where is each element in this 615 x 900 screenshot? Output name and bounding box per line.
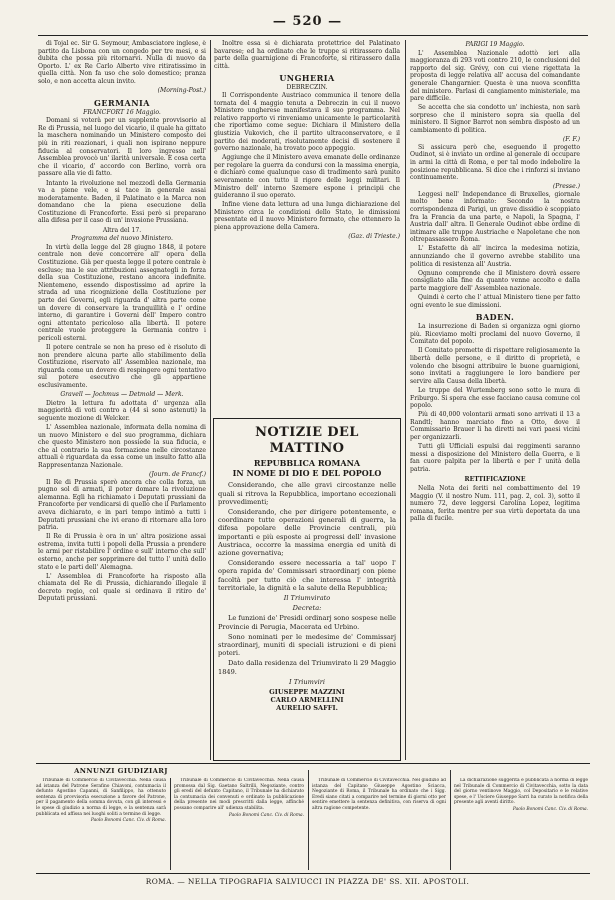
decree-text: Considerando, che alle gravi circostanze nelle quali si ritrova la Repubblica, importano eccezionali provvedimenti; [218, 481, 396, 506]
notice-text: Tribunale di Commercio di Civitavecchia. Nella causa promossa dal Sig. Gaetano Saltrilli, Negoziante, contro gli eredi del defunto Capitano, il Tribunale ha dichiarato la contumacia dei convenuti e ordinato la pubblicazione della presente nei modi prescritti dalla legge, affinché possano comparire all' udienza stabilita. [174, 778, 304, 811]
top-rule [38, 35, 588, 36]
article-text: Infine viene data lettura ad una lunga dichiarazione del Ministero circa le condizioni dello Stato, le dimissioni presentate ed il nuovo Ministero formato, che ottennero la piena approvazione della Camera. [214, 201, 400, 232]
annunzio-3 [312, 778, 446, 870]
notice-signature: Paolo Bonomi Canc. Civ. di Roma. [512, 806, 588, 812]
article-text: Se accetta che sia condotto un' inchiesta, non sarà sorpreso che il ministero sopra sia quella del ministero. Il Signor Barrot non sembra disposto ad un cambiamento di politica. [410, 104, 580, 135]
article-text: Ognuno comprende che il Ministero dovrà essere consigliato alla fine da quanto venne accolto e dalla parte maggiore dell' Assemblea nazionale. [410, 269, 580, 292]
article-source: (Gaz. di Trieste.) [348, 233, 400, 241]
signatories: Gravell — Jochmus — Detmold — Merk. [60, 391, 184, 399]
notice-text: Tribunale di Commercio di Civitavecchia. Nella causa ad istanza del Patrone Serafino Chiavoni, contumacia il defunto Agostino Capanni, di Sanfilippo, ha ottenuto sentenza di provvisoria esecuzione a favore del Patrone, per il pagamento della somma dovuta, con gli interessi e le spese di giudizio a norma di legge, e la sentenza sarà pubblicata ed affissa nei luoghi soliti a termine di legge. [36, 778, 166, 817]
page-number: — 520 — [272, 14, 343, 29]
footer-rule [36, 873, 590, 874]
article-text: Aggiunge che il Ministero aveva emanate delle ordinanze per regolare la guerra da condursi con la massima energia, e dichiarò come qualunque caso di tradimento sarà punito severamente con tutto il rigore delle leggi militari. Il Ministro dell' interno Szemere espone i principii che guideranno il suo operato. [214, 154, 400, 200]
article-text: In virtù della legge del 28 giugno 1848, il potere centrale non deve concorrere all' opera della Costituzione. Già per questa legge il potere centrale è escluso; ma le sue attribuzioni assegnategli in forza della sua Costituzione, restano ancora indefinite. Nientemeno, essendo dispostissimo ad aprire la strada ad una ricognizione della Costituzione per parte dei Governi, egli riguarda d' altra parte come un dovere di conservare la tranquillità e l' ordine interno, di garantire i Governi dell' Impero contro ogni attentato pericoloso alla libertà. Il potere centrale vuole proteggere la Germania contro i pericoli esterni. [38, 243, 206, 342]
signature-heading: I Triumviri [289, 677, 325, 686]
signature-mazzini: GIUSEPPE MAZZINI [269, 688, 345, 697]
article-text: Inoltre essa si è dichiarata protettrice del Palatinato bavarese; ed ha ordinato che le truppe si ritirassero dalla parte della guarnigione di Francoforte, si ritirassero dalla città. [214, 40, 400, 70]
article-text: Dietro la lettura fu adottata d' urgenza alla maggiorità di voti contro a (44 sì sono astenuti) la seguente mozione di Welcker. [38, 399, 206, 422]
notice-text: Tribunale di Commercio di Civitavecchia. Nel giudizio ad istanza del Capitano Giuseppe Agostino Sciacca, Negoziante di Roma, il Tribunale ha ordinato che i Sigg. Eredi siano citati a comparire nel termine di giorni otto per sentire emettere la sentenza definitiva, con riserva di ogni altra ragione competente. [312, 778, 446, 811]
article-text: Il Re di Prussia è ora in un' altra posizione assai estrema, invita tutti i popoli della Prussia a prendere le armi per ristabilire l' ordine e sull' interno che sull' esterno, anche per sopprimere del tutto l' unità dello stato e le parti dell' Alemagna. [38, 533, 206, 571]
box-subtitle: REPUBBLICA ROMANA [253, 458, 361, 468]
article-text: Nella Nota dei feriti nel combattimento del 19 Maggio (V. il nostro Num. 111, pag. 2, col. 3), sotto il numero 72, deve leggersi Carolina Lopez, legitima romana, ferita mentre per sua virtù deportata da una palla di fucile. [410, 485, 580, 523]
dateline: Altra del 17. [102, 226, 142, 234]
column-left [38, 40, 206, 760]
notice-signature: Paolo Bonomi Canc. Civ. di Roma. [228, 812, 304, 818]
column-middle [214, 40, 400, 412]
decree-text: Considerando essere necessaria a tal' uopo l' opera rapida de' Commissari straordinarj con piene facoltà per tutto ciò che interessa l' integrità territoriale, la dignità e la salute della Repubblica; [218, 559, 396, 592]
article-text: Intanto la rivoluzione nel mezzodì della Germania va a piene vele, e si tace in generale assai moderatamente. Baden, il Palatinato e la Marca non domandano che la piena esecuzione della Costituzione di Francoforte. Essi però si preparano alla difesa per il caso di un' invasione Prussiana. [38, 179, 206, 225]
section-heading-baden: BADEN. [475, 312, 515, 323]
decree-invocation: IN NOME DI DIO E DEL POPOLO [232, 468, 382, 479]
notizie-del-mattino-box [213, 418, 401, 761]
annunzio-2 [174, 778, 304, 870]
dateline: DEBRECZIN. [286, 84, 328, 92]
column-divider [170, 778, 171, 870]
printer-imprint: ROMA. — NELLA TIPOGRAFIA SALVIUCCI IN PIAZZA DE' SS. XII. APOSTOLI. [145, 877, 470, 886]
section-rule [36, 763, 590, 764]
notice-text: La dichiarazione suggerita è pubblicata a norma di legge nel Tribunale di Commercio di Civitavecchia, sotto la data del giorno ventinove Maggio, col Depositario e le relative spese, e l' Usciere Giuseppe Sarri ha curato la notifica della presente agli aventi diritto. [454, 778, 588, 806]
article-source: (Presse.) [552, 183, 580, 191]
article-text: L' Estafette dà all' incirca la medesima notizia, annunziando che il governo avrebbe stabilito una politica di resistenza all' Austria. [410, 245, 580, 268]
article-text: Il Corrispondente Austriaco communica il tenore della tornata del 4 maggio tenuta a Debreczin in cui il nuovo Ministero ungherese manifestava il suo programma. Nel relativo rapporto vi rinveniamo unicamente le particolarità che riportiamo come segue: Dichiara il Ministero della giustizia Vukovich, che il partito ultraconservatore, e il partito dei moderati, risolutamente decisi di sostenere il governo nazionale, ha trovato poco appoggio. [214, 91, 400, 153]
subheading: Programma del nuovo Ministero. [71, 235, 173, 243]
article-text: di Tojal ec. Sir G. Seymour, Ambasciatore inglese, è partito da Lisbona con un congedo per tre mesi, e si dubita che possa più ritornarvi. Nulla di nuovo da Oporto. L' ex Re Carlo Alberto vive ritiratissimo in quella città. Non fa uso che solo domestico; pranza solo, e non accetta alcun invito. [38, 40, 206, 85]
article-text: Il Comitato promette di rispettare religiosamente la libertà delle persone, e il diritto di proprietà, e volendo che bisogni attribuire le buone guarnigioni, sono invitati a raggiungere le loro bandiere per servire alla Causa della libertà. [410, 347, 580, 385]
notice-signature: Paolo Bonomi Canc. Civ. di Roma. [90, 818, 166, 824]
decree-issuer: Il Triumvirato [283, 594, 331, 603]
annunzio-1 [36, 778, 166, 870]
box-title: NOTIZIE DEL MATTINO [255, 425, 359, 456]
article-source: (Journ. de Francf.) [148, 470, 206, 478]
decree-text: Le funzioni de' Presidi ordinarj sono sospese nelle Provincie di Perugia, Macerata ed Urbino. [218, 614, 396, 631]
signature-armellini: CARLO ARMELLINI [270, 696, 344, 705]
article-text: Si assicura però che, eseguendo il progetto Oudinot, si è inviato un ordine al generale di occupare in armi la città di Roma, e per tal modo indebolire la posizione repubblicana. Si dice che i rinforzi si inviano continuamente. [410, 143, 580, 182]
article-text: Leggesi nell' Independance di Bruxelles, giornale molto bene informato: Secondo la nostra corrispondenza di Parigi, un grave dissidio è scoppiato fra la Francia da una parte, e Napoli, la Spagna, l' Austria dall' altra. Il Generale Oudinot ebbe ordine di intimare alle truppe Austriache e Napoletane che non oltrepassassero Roma. [410, 190, 580, 244]
decree-text: Sono nominati per le medesime de' Commissarj straordinarj, muniti di speciali istruzioni e di pieni poteri. [218, 632, 396, 658]
section-heading-rettificazione: RETTIFICAZIONE [464, 476, 526, 484]
article-text: Il potere centrale se non ha preso ed è risoluto di non prendere alcuna parte allo stabilimento della Costituzione, riservato all' Assemblea nazionale, ma riguarda come un dovere di respingere ogni tentativo sul potere esecutivo che gli appartiene esclusivamente. [38, 343, 206, 389]
article-text: L' Assemblea nazionale, informata della nomina di un nuovo Ministero e del suo programma, dichiara che questo Ministero non possiede la sua fiducia, e che al contrario la sua formazione nelle circostanze attuali è riguardata da essa come un insulto fatto alla Rappresentanza Nazionale. [38, 423, 206, 469]
article-text: La insurrezione di Baden si organizza ogni giorno più. Riceviamo molti proclami del nuovo Governo, il Comitato del popolo. [410, 323, 580, 346]
article-text: L' Assemblea di Francoforte ha risposto alla chiamata del Re di Prussia, dichiarando illegale il decreto regio, col quale si ordinava il ritiro de' Deputati prussiani. [38, 572, 206, 603]
decree-date: Dato dalla residenza del Triumvirato li 29 Maggio 1849. [218, 659, 396, 676]
annunzi-heading: ANNUNZI GIUDIZIARJ [74, 767, 168, 775]
column-divider [405, 40, 406, 760]
decree-text: Considerando, che per dirigere potentemente, e coordinare tutte operazioni generali di guerra, la difesa popolare delle Provincie centrali, più importanti e più esposte ai progressi dell' invasione Austriaca, occorre la massima energia ed unità di azione governativa; [218, 508, 396, 558]
article-text: Il Re di Prussia sperò ancora che colla forza, un pugno sol di armati, il poter domare la rivoluzione alemanna. Egli ha richiamato i Deputati prussiani da Francoforte per vendicarsi di quello che il Parlamento aveva dichiarato, e in pari tempo intimò a tutti i Deputati prussiani che ivi erano di ritornare alla loro patria. [38, 478, 206, 532]
dateline: FRANCFORT 16 Maggio. [83, 108, 161, 116]
dateline: PARIGI 19 Maggio. [465, 41, 525, 48]
article-text: Più di 40,000 volontarii armati sono arrivati il 13 a Randtl; hanno marciato fino a Otto, dove il Commissario Brauer li ha diretti nei vari paesi vicini per organizzarli. [410, 411, 580, 441]
section-heading-germania: GERMANIA [94, 97, 150, 108]
article-source: (F. F.) [562, 136, 580, 144]
article-text: L' Assemblea Nazionale adottò ieri alla maggioranza di 293 voti contro 210, le conclusioni del rapporto del sig. Grévy, con cui viene rigettata la proposta di legge relativa all' accusa del comandante generale Changarnier. Questa è una nuova sconfitta del ministero. Parlasi di cangiamento ministeriale, ma pare difficile. [410, 49, 580, 103]
article-text: Domani si voterà per un supplente provvisorio al Re di Prussia, nel luogo del vicario, il quale ha gittato la maschera nominando un Ministero composto dei più in riti reazionari, i quali non ispirano neppure fiducia al conservatori. Il loro ingresso nell' Assemblea provocò un' ilarità universale. È cosa certa che il vicario, d' accordo con Berlino, vorrà ora passare alla vie di fatto. [38, 117, 206, 178]
article-text: Tutti gli Ufficiali espulsi dai reggimenti saranno messi a disposizione del Ministero della Guerra, e li fan cuore palpita per la libertà e per l' unità della patria. [410, 443, 580, 473]
column-divider [308, 770, 309, 870]
article-source: (Morning-Post.) [157, 87, 206, 95]
column-right [410, 40, 580, 760]
article-text: Quindi è certo che l' attual Ministero tiene per fatto ogni evento le sue dimissioni. [410, 294, 580, 309]
column-divider [210, 40, 211, 760]
signature-saffi: AURELIO SAFFI. [276, 704, 338, 713]
column-divider [450, 770, 451, 870]
annunzio-4 [454, 778, 588, 870]
article-text: Le truppe del Wurtemberg sono sotto le mura di Friburgo. Si spera che esse facciano causa comune col popolo. [410, 386, 580, 410]
decree-verb: Decreta: [292, 604, 322, 613]
section-heading-ungheria: UNGHERIA [279, 73, 335, 84]
